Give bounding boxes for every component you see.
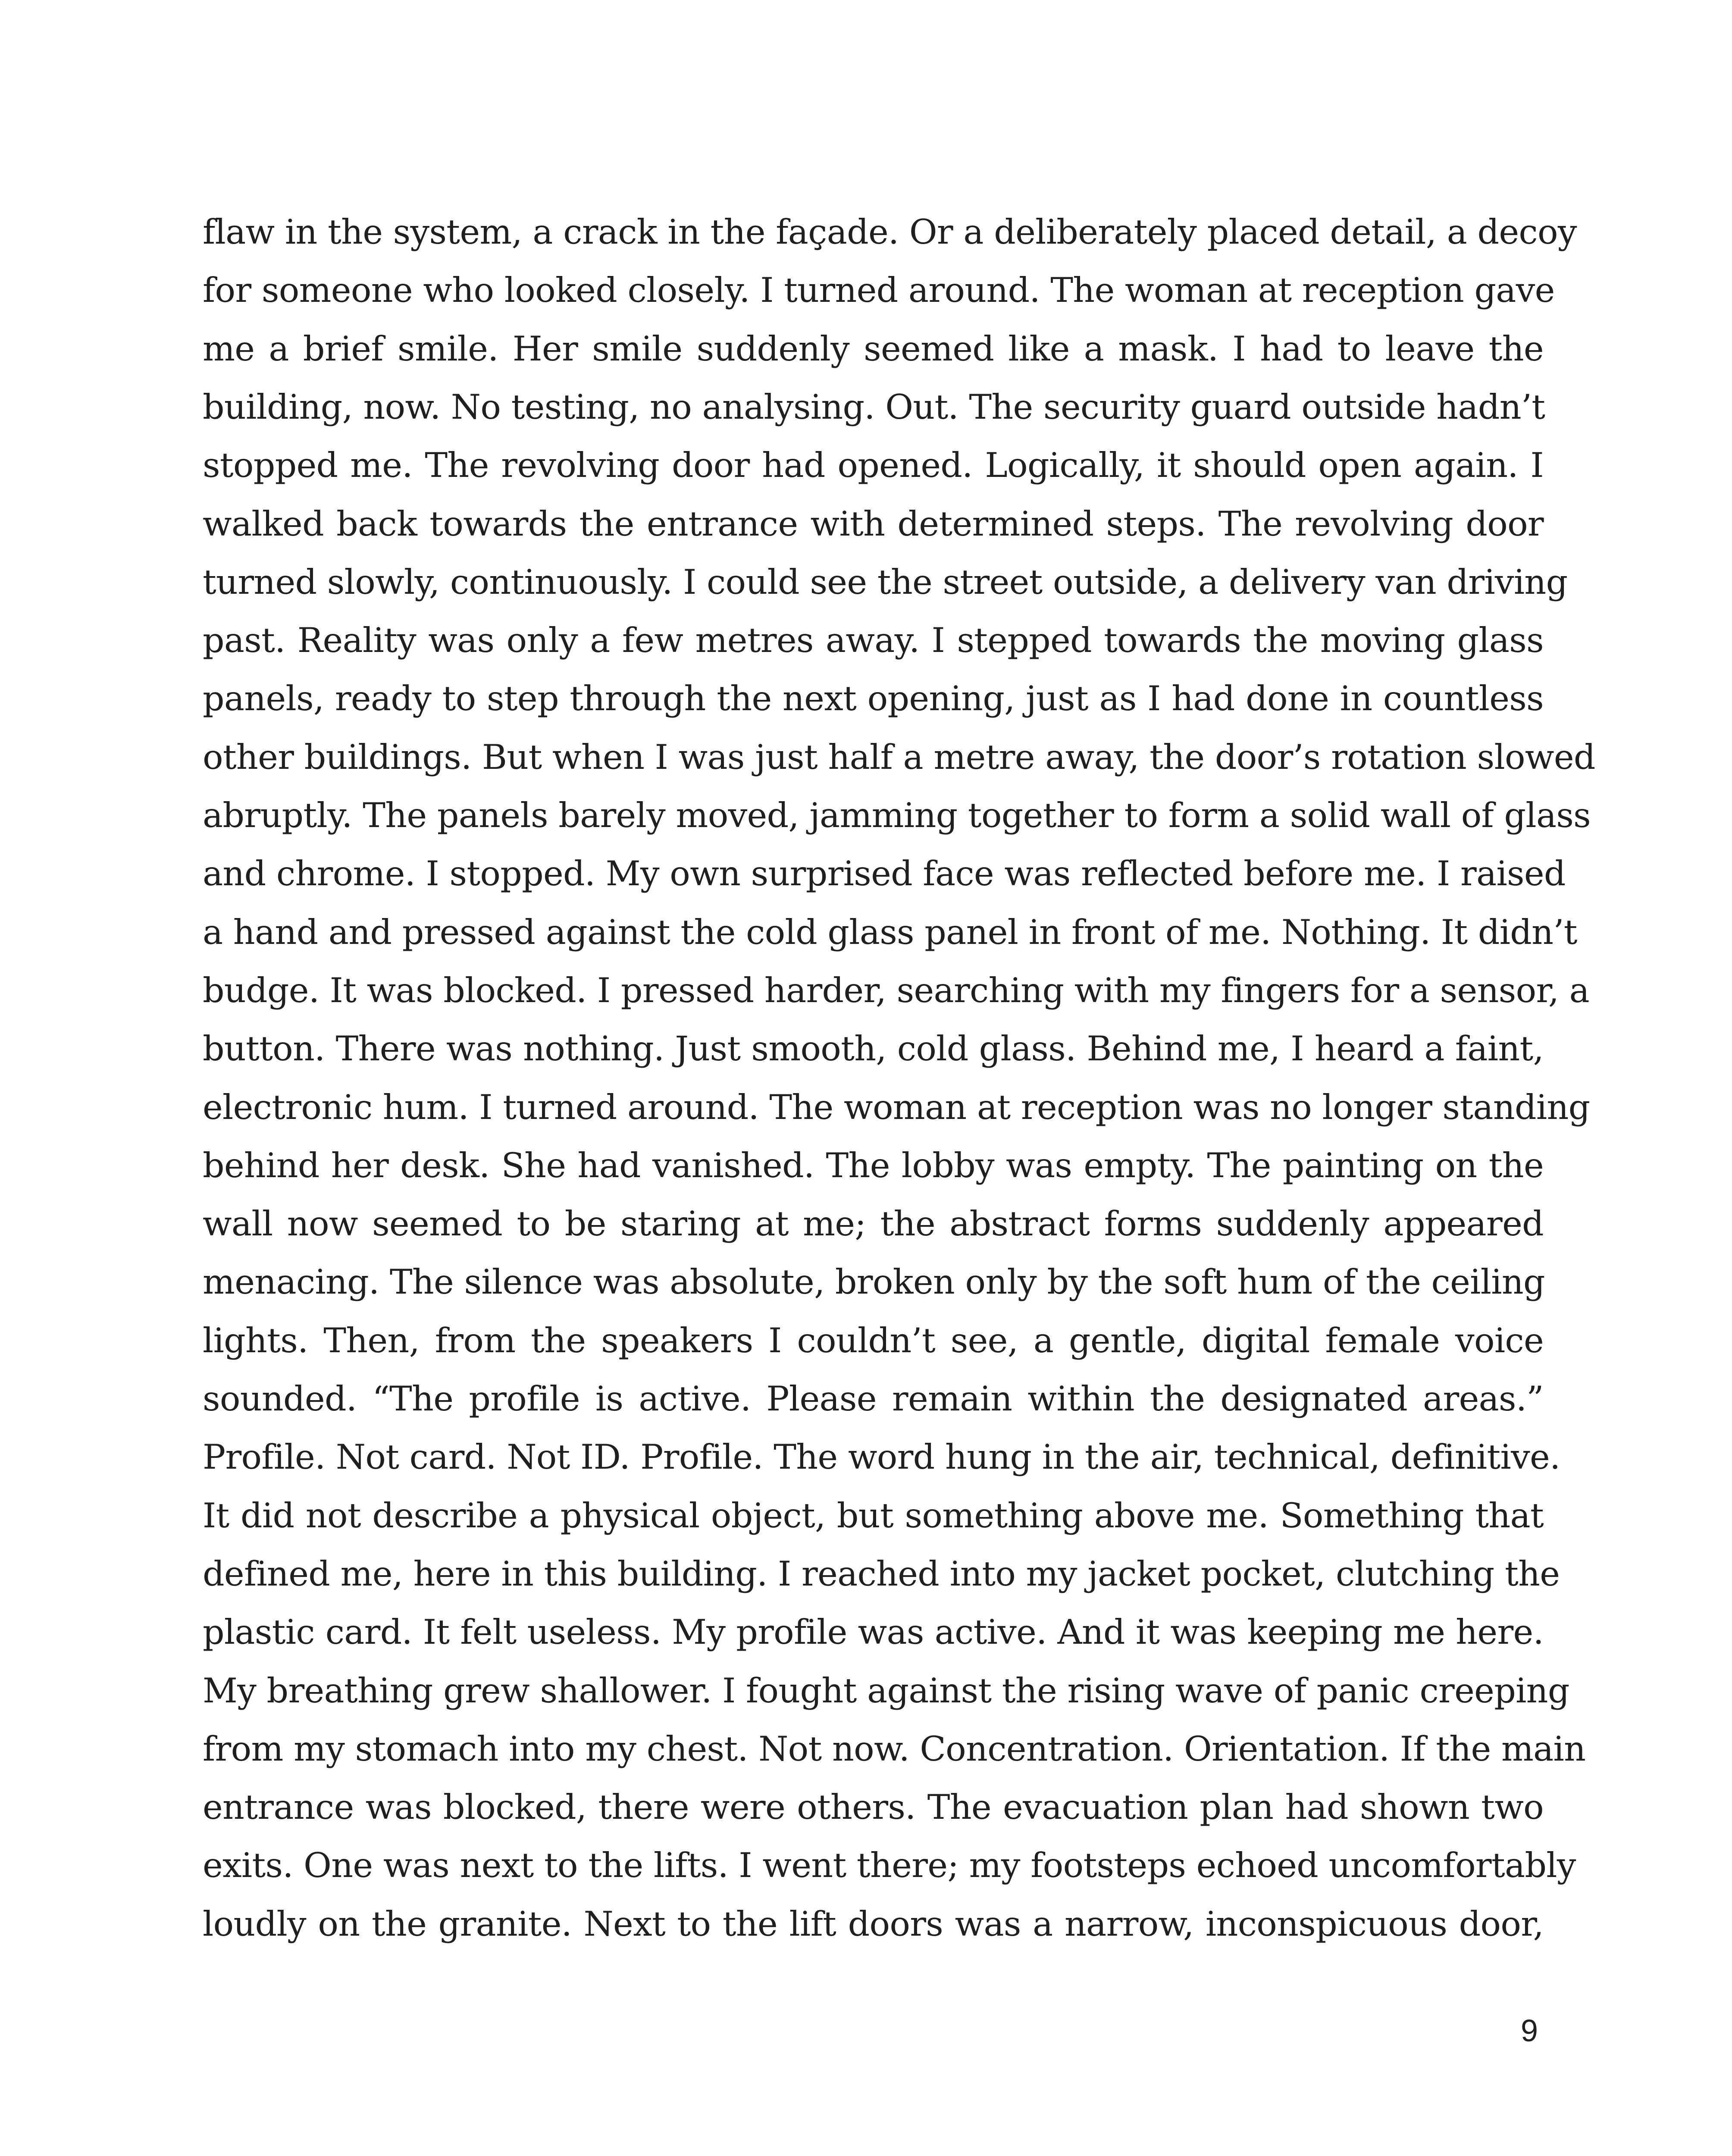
text-line: defined me, here in this building. I reached into my jacket pocket, clutching the [203,1554,1560,1594]
text-line: My breathing grew shallower. I fought against the rising wave of panic creeping [203,1670,1569,1711]
text-line: entrance was blocked, there were others. The evacuation plan had shown two [203,1787,1544,1827]
text-line: plastic card. It felt useless. My profile was active. And it was keeping me here. [203,1612,1544,1652]
text-line: past. Reality was only a few metres away. I stepped towards the moving glass [203,620,1544,661]
text-line: electronic hum. I turned around. The woman at reception was no longer standing [203,1087,1590,1127]
text-line: a hand and pressed against the cold glass panel in front of me. Nothing. It didn’t [203,912,1577,952]
text-line: menacing. The silence was absolute, broken only by the soft hum of the ceiling [203,1262,1545,1302]
text-line: sounded. “The profile is active. Please remain within the designated areas.” [203,1379,1544,1419]
text-line: and chrome. I stopped. My own surprised face was reflected before me. I raised [203,854,1566,894]
text-line: Profile. Not card. Not ID. Profile. The word hung in the air, technical, definitive. [203,1437,1560,1477]
text-line: panels, ready to step through the next opening, just as I had done in countless [203,679,1544,719]
text-line: It did not describe a physical object, but something above me. Something that [203,1495,1544,1536]
text-line: behind her desk. She had vanished. The lobby was empty. The painting on the [203,1145,1544,1185]
page-number: 9 [1520,2014,1538,2048]
text-line: turned slowly, continuously. I could see the street outside, a delivery van driving [203,562,1568,602]
text-line: budge. It was blocked. I pressed harder, searching with my fingers for a sensor, a [203,970,1590,1010]
text-line: exits. One was next to the lifts. I went there; my footsteps echoed uncomfortably [203,1846,1576,1886]
text-line: from my stomach into my chest. Not now. Concentration. Orientation. If the main [203,1729,1586,1769]
text-line: abruptly. The panels barely moved, jamming together to form a solid wall of glass [203,796,1591,835]
text-line: wall now seemed to be staring at me; the abstract forms suddenly appeared [203,1204,1544,1244]
text-line: loudly on the granite. Next to the lift doors was a narrow, inconspicuous door, [203,1904,1544,1944]
text-line: flaw in the system, a crack in the façade. Or a deliberately placed detail, a decoy [203,212,1577,252]
text-line: for someone who looked closely. I turned around. The woman at reception gave [203,270,1555,310]
text-line: lights. Then, from the speakers I couldn’t see, a gentle, digital female voice [203,1320,1544,1360]
text-line: me a brief smile. Her smile suddenly seemed like a mask. I had to leave the [203,329,1544,369]
text-line: building, now. No testing, no analysing. Out. The security guard outside hadn’t [203,387,1545,427]
text-line: stopped me. The revolving door had opened. Logically, it should open again. I [203,445,1544,486]
text-line: other buildings. But when I was just half a metre away, the door’s rotation slowed [203,737,1595,777]
text-line: walked back towards the entrance with determined steps. The revolving door [203,504,1544,544]
text-line: button. There was nothing. Just smooth, cold glass. Behind me, I heard a faint, [203,1029,1544,1069]
